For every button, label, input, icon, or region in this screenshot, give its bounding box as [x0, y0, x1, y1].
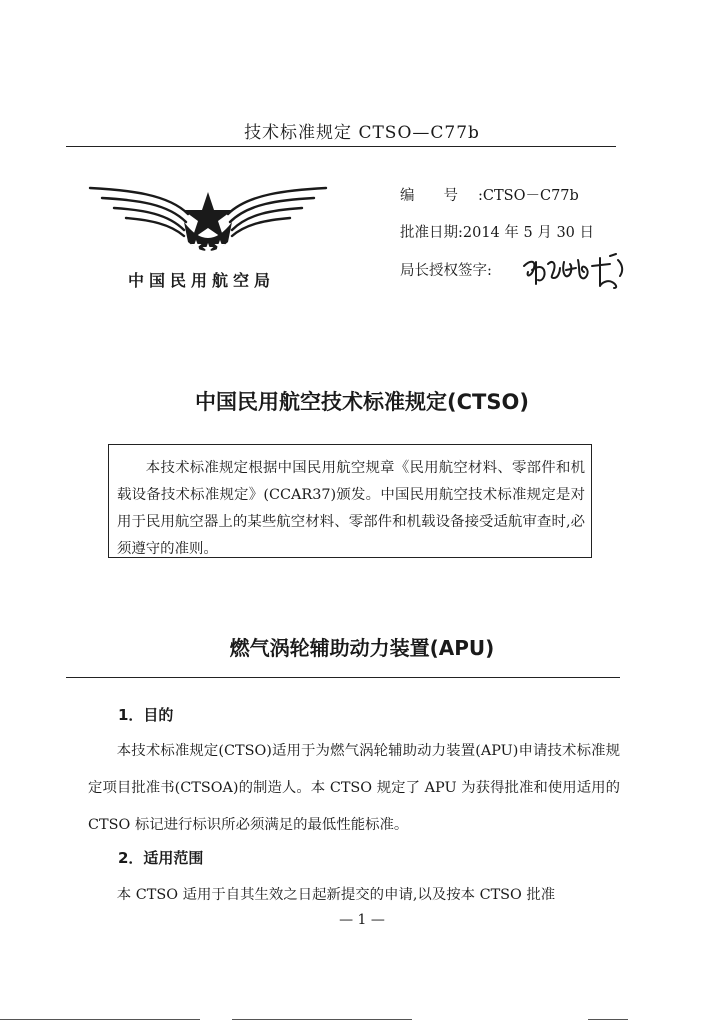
approval-date [400, 221, 594, 242]
section-divider [66, 677, 620, 678]
scan-artifact-line [232, 1019, 412, 1020]
signature-label: 局长授权签字: [400, 263, 492, 279]
notice-box [108, 444, 592, 558]
notice-text: 本技术标准规定根据中国民用航空规章《民用航空材料、零部件和机载设备技术标准规定》(CCAR37)颁发。中国民用航空技术标准规定是对用于民用航空器上的某些航空材料、零部件和机载设备接受适航审查时,必须遵守的准则。 [117, 460, 585, 557]
page-number: — 1 — [339, 912, 385, 928]
header-title: 技术标准规定 CTSO—C77b [244, 123, 480, 143]
paragraph-text: 本 CTSO 适用于自其生效之日起新提交的申请,以及按本 CTSO 批准 [116, 887, 556, 903]
agency-name: 中国民用航空局 [128, 271, 276, 290]
section-heading-scope: 2．适用范围 [118, 849, 204, 867]
document-number [400, 184, 579, 205]
section-paragraph-scope [88, 877, 620, 914]
authorized-signature [400, 259, 492, 280]
paragraph-text: 本技术标准规定(CTSO)适用于为燃气涡轮辅助动力装置(APU)申请技术标准规定项目批准书(CTSOA)的制造人。本 CTSO 规定了 APU 为获得批准和使用适用的 CTSO 标记进行标识所必须满足的最低性能标准。 [88, 743, 620, 833]
caac-emblem-icon [88, 180, 328, 260]
header-divider [66, 146, 616, 147]
scan-artifact-line [0, 1019, 200, 1020]
document-number-label: 编 号 [400, 188, 458, 204]
handwritten-signature-icon [520, 252, 630, 292]
section-title: 燃气涡轮辅助动力装置(APU) [229, 636, 495, 660]
document-number-value: :CTSO－C77b [478, 188, 579, 204]
scan-artifact-line [588, 1019, 628, 1020]
section-heading-purpose: 1．目的 [118, 706, 174, 724]
approval-date-value: :2014 年 5 月 30 日 [458, 225, 595, 241]
approval-date-label: 批准日期 [400, 225, 458, 241]
section-paragraph-purpose [88, 733, 620, 844]
main-title: 中国民用航空技术标准规定(CTSO) [195, 390, 529, 414]
